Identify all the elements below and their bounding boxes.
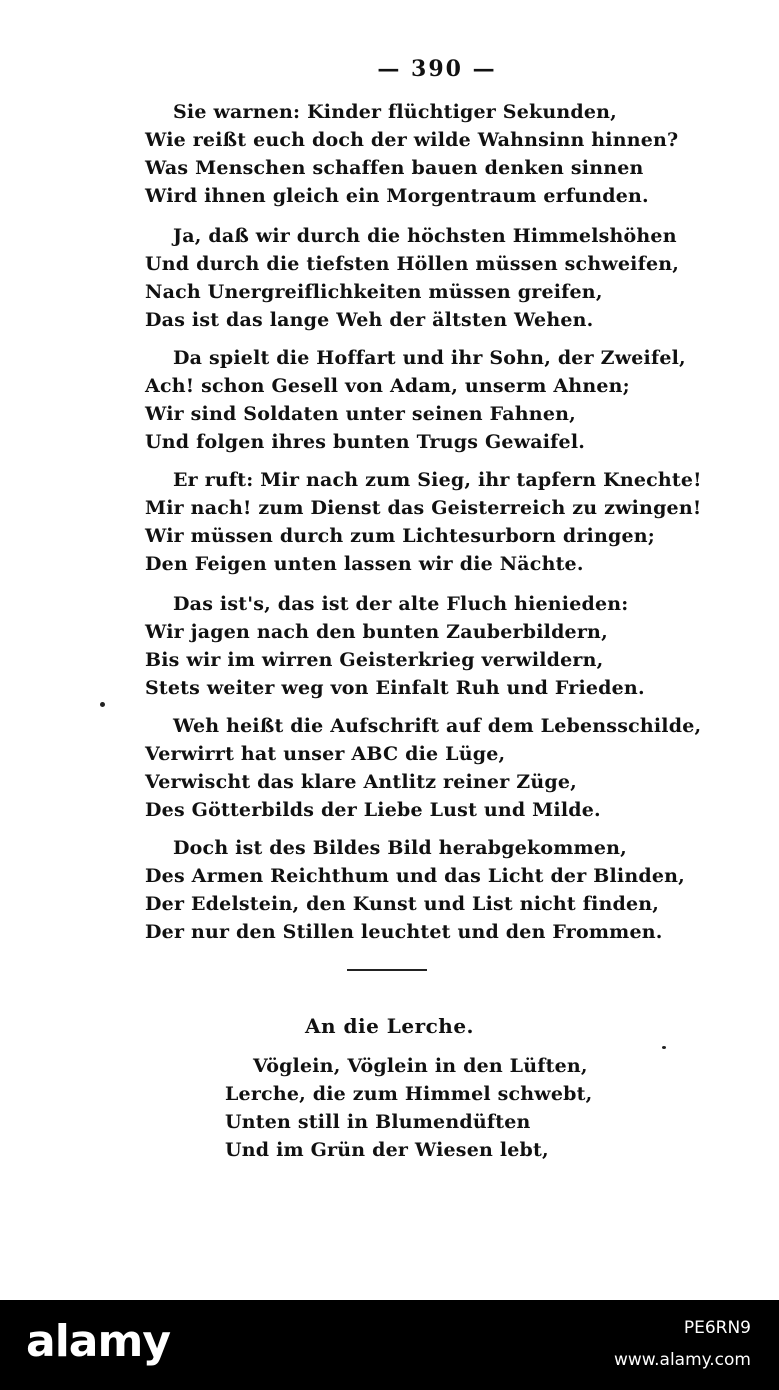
verse-line: Nach Unergreiflichkeiten müssen greifen, [145,281,603,303]
verse-line: Wir jagen nach den bunten Zauberbildern, [145,621,608,643]
verse-line: Stets weiter weg von Einfalt Ruh und Frieden. [145,677,645,699]
verse-line: Wir sind Soldaten unter seinen Fahnen, [145,403,576,425]
verse-line: Da spielt die Hoffart und ihr Sohn, der Zweifel, [173,347,686,369]
section-divider [347,969,427,971]
stanza [145,344,686,456]
verse-line: Des Armen Reichthum und das Licht der Blinden, [145,865,685,887]
verse-line: Verwischt das klare Antlitz reiner Züge, [145,771,577,793]
verse-line: Weh heißt die Aufschrift auf dem Lebensschilde, [173,715,702,737]
alamy-logo: alamy [26,1316,170,1367]
stanza [145,222,680,334]
verse-line: Und im Grün der Wiesen lebt, [225,1139,549,1161]
image-id: PE6RN9 [683,1318,751,1338]
print-speck [662,1046,666,1049]
verse-line: Und durch die tiefsten Höllen müssen schweifen, [145,253,680,275]
verse-line: Unten still in Blumendüften [225,1111,531,1133]
verse-line: Mir nach! zum Dienst das Geisterreich zu zwingen! [145,497,702,519]
verse-line: Doch ist des Bildes Bild herabgekommen, [173,837,627,859]
poem-stanza-lerche [225,1052,725,1164]
verse-line: Was Menschen schaffen bauen denken sinnen [145,157,644,179]
verse-line: Lerche, die zum Himmel schwebt, [225,1083,593,1105]
stanza [145,466,702,578]
site-url: www.alamy.com [613,1350,751,1370]
stanza [145,834,685,946]
verse-line: Er ruft: Mir nach zum Sieg, ihr tapfern Knechte! [173,469,702,491]
verse-line: Wie reißt euch doch der wilde Wahnsinn hinnen? [145,129,679,151]
verse-line: Ja, daß wir durch die höchsten Himmelshöhen [173,225,677,247]
verse-line: Verwirrt hat unser ABC die Lüge, [145,743,506,765]
verse-line: Und folgen ihres bunten Trugs Gewaifel. [145,431,586,453]
stanza [145,98,679,210]
verse-line: Der Edelstein, den Kunst und List nicht finden, [145,893,660,915]
print-speck [100,702,105,707]
poem-title: An die Lerche. [304,1014,475,1038]
verse-line: Wird ihnen gleich ein Morgentraum erfunden. [145,185,649,207]
stanza [145,590,645,702]
verse-line: Sie warnen: Kinder flüchtiger Sekunden, [173,101,617,123]
verse-line: Der nur den Stillen leuchtet und den Frommen. [145,921,663,943]
verse-line: Bis wir im wirren Geisterkrieg verwildern, [145,649,604,671]
page-number: — 390 — [377,56,497,82]
stanza [145,712,702,824]
watermark-banner [0,1300,779,1390]
verse-line: Das ist's, das ist der alte Fluch hienieden: [173,593,629,615]
verse-line: Den Feigen unten lassen wir die Nächte. [145,553,584,575]
verse-line: Vöglein, Vöglein in den Lüften, [253,1055,588,1077]
verse-line: Des Götterbilds der Liebe Lust und Milde. [145,799,601,821]
verse-line: Das ist das lange Weh der ältsten Wehen. [145,309,594,331]
verse-line: Wir müssen durch zum Lichtesurborn dringen; [145,525,655,547]
verse-line: Ach! schon Gesell von Adam, unserm Ahnen; [145,375,630,397]
